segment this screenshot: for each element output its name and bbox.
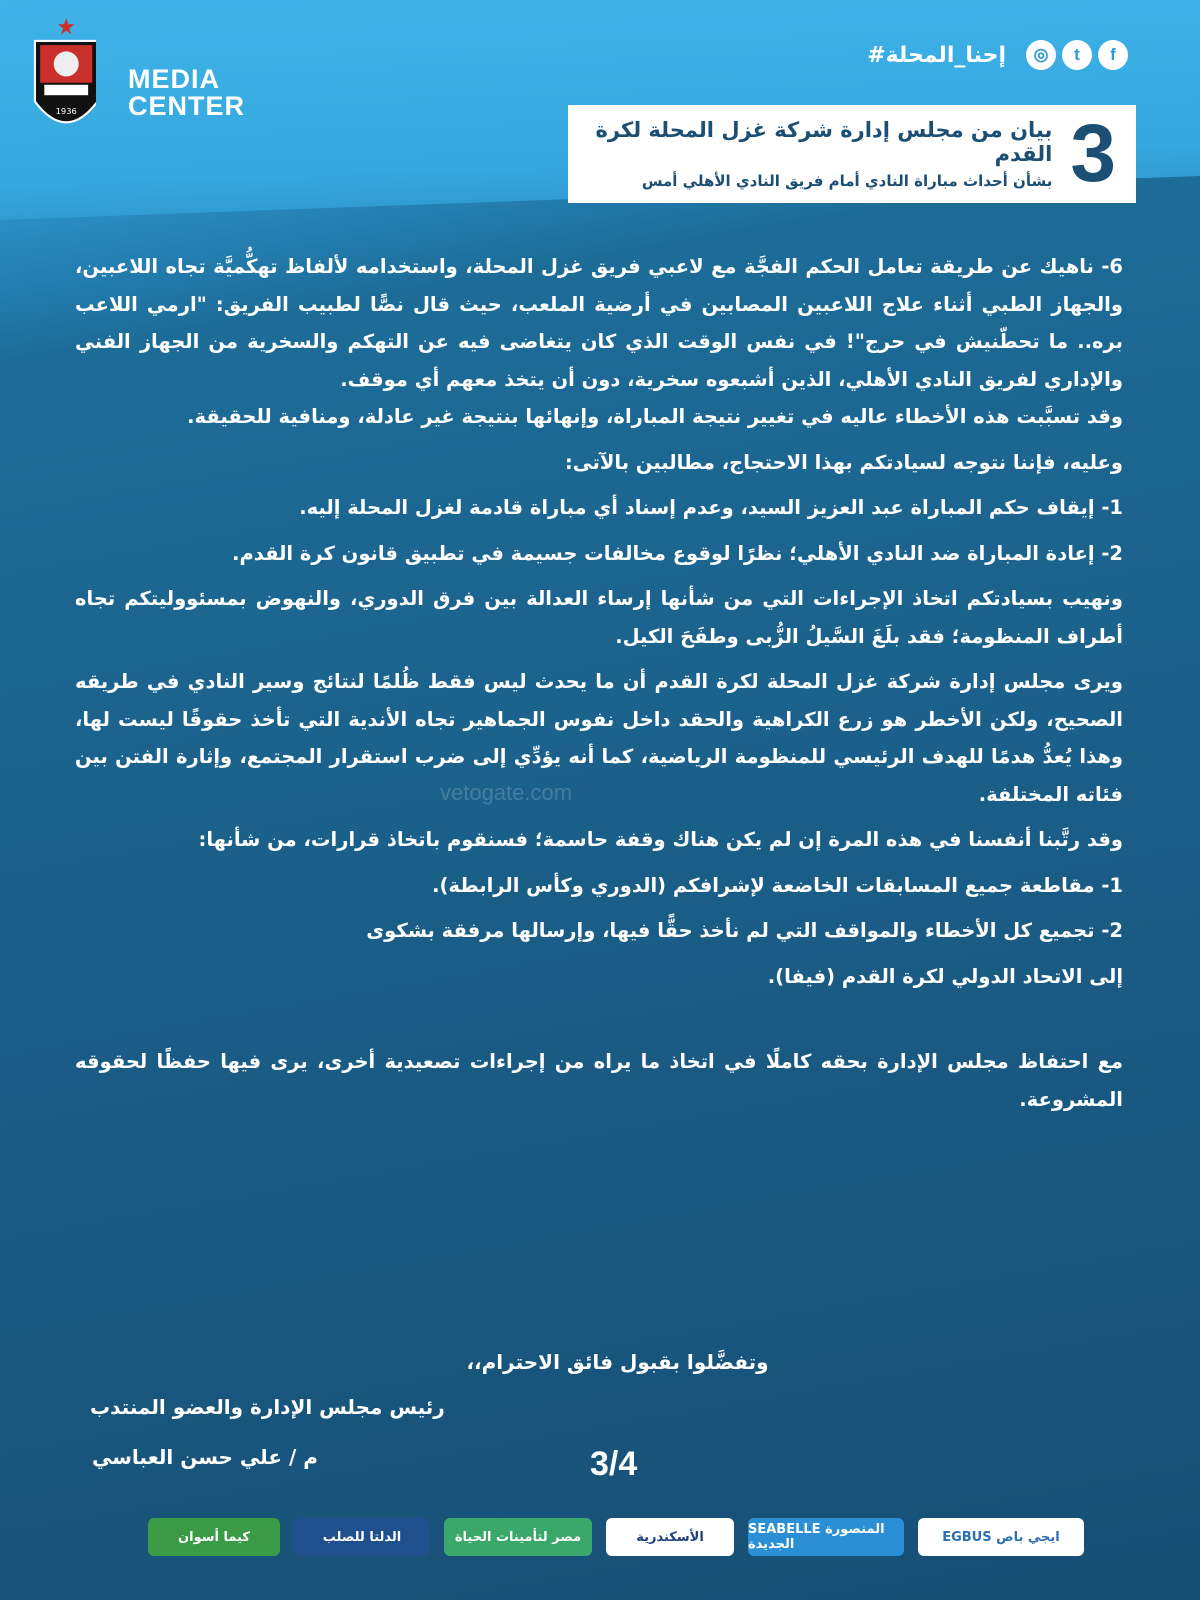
signature-name: م / علي حسن العباسي bbox=[92, 1445, 318, 1469]
list-item: 2- تجميع كل الأخطاء والمواقف التي لم نأخذ حقًّا فيها، وإرسالها مرفقة بشكوى bbox=[366, 919, 1123, 942]
page-indicator: 3/4 bbox=[590, 1445, 638, 1483]
sponsor-seabelle: SEABELLE المنصورة الجديدة bbox=[748, 1518, 904, 1556]
club-logo bbox=[26, 18, 96, 138]
paragraph: ويرى مجلس إدارة شركة غزل المحلة لكرة القدم أن ما يحدث ليس فقط ظُلمًا لنتائج وسير النادي في طريقه الصحيح، ولكن الأخطر هو زرع الكراهية والحقد داخل نفوس الجماهير تجاه الأندية التي تأخذ حقوقًا ليست لها، وهذا يُعدُّ هدمًا للهدف الرئيسي للمنظومة الرياضية، كما أنه يؤدِّي إلى ضرب استقرار المجتمع، وإثارة الفتن بين فئاته المختلفة. bbox=[75, 670, 1123, 806]
sponsors-bar bbox=[148, 1518, 1084, 1556]
page-number-badge: 3 bbox=[1070, 108, 1116, 199]
brand-line-1: MEDIA bbox=[128, 64, 220, 94]
social-bar bbox=[867, 40, 1128, 70]
hashtag: #إحنا_المحلة bbox=[867, 42, 1006, 68]
sponsor-egbus: EGBUS ايجي باص bbox=[918, 1518, 1084, 1556]
list-item: 2- إعادة المباراة ضد النادي الأهلي؛ نظرًا لوقوع مخالفات جسيمة في تطبيق قانون كرة القدم. bbox=[232, 541, 1123, 565]
sponsor-delta-steel: الدلتا للصلب bbox=[294, 1518, 430, 1556]
closing-line: وتفضَّلوا بقبول فائق الاحترام،، bbox=[466, 1350, 769, 1374]
title-line-2: بشأن أحداث مباراة النادي أمام فريق النادي الأهلي أمس bbox=[641, 172, 1053, 190]
watermark: vetogate.com bbox=[440, 780, 573, 805]
media-center-brand bbox=[128, 66, 245, 120]
title-line-1: بيان من مجلس إدارة شركة غزل المحلة لكرة القدم bbox=[595, 118, 1053, 166]
twitter-icon[interactable]: t bbox=[1062, 40, 1092, 70]
paragraph: وقد تسبَّبت هذه الأخطاء عاليه في تغيير نتيجة المباراة، وإنهائها بنتيجة غير عادلة، ومنافية للحقيقة. bbox=[187, 405, 1123, 428]
paragraph: وقد رتَّبنا أنفسنا في هذه المرة إن لم يكن هناك وقفة حاسمة؛ فسنقوم باتخاذ قرارات، من شأنها: bbox=[198, 828, 1123, 851]
sponsor-alexandria: الأسكندرية bbox=[606, 1518, 734, 1556]
instagram-icon[interactable]: ◎ bbox=[1026, 40, 1056, 70]
paragraph: 6- ناهيك عن طريقة تعامل الحكم الفجَّة مع لاعبي فريق غزل المحلة، واستخدامه لألفاظ تهكُّميَّة تجاه اللاعبين، والجهاز الطبي أثناء علاج اللاعبين المصابين في أرضية الملعب، حيث قال نصًّا لطبيب الفريق: "ارمي اللاعب بره.. ما تحطّنيش في حرج"! في نفس الوقت الذي كان يتغاضى فيه عن التهكم والسخرية من الجهاز الفني والإداري لفريق النادي الأهلي، الذين أشبعوه سخرية، دون أن يتخذ معهم أي موقف. bbox=[75, 255, 1123, 391]
paragraph: مع احتفاظ مجلس الإدارة بحقه كاملًا في اتخاذ ما يراه من إجراءات تصعيدية أخرى، يرى فيها حفظًا لحقوقه المشروعة. bbox=[75, 1050, 1123, 1111]
statement-body bbox=[75, 248, 1123, 1118]
facebook-icon[interactable]: f bbox=[1098, 40, 1128, 70]
paragraph: ونهيب بسيادتكم اتخاذ الإجراءات التي من شأنها إرساء العدالة بين فرق الدوري، والنهوض بمسئووليتكم تجاه أطراف المنظومة؛ فقد بلَغَ السَّيلُ الزُّبى وطفَحَ الكيل. bbox=[75, 587, 1123, 648]
paragraph: وعليه، فإننا نتوجه لسيادتكم بهذا الاحتجاج، مطالبين بالآتى: bbox=[565, 450, 1123, 474]
list-item: إلى الاتحاد الدولي لكرة القدم (فيفا). bbox=[767, 964, 1123, 988]
signature-role: رئيس مجلس الإدارة والعضو المنتدب bbox=[90, 1395, 445, 1419]
sponsor-misr-life: مصر لتأمينات الحياة bbox=[444, 1518, 592, 1556]
list-item: 1- مقاطعة جميع المسابقات الخاضعة لإشرافكم (الدوري وكأس الرابطة). bbox=[432, 873, 1123, 897]
brand-line-2: CENTER bbox=[128, 91, 246, 121]
list-item: 1- إيقاف حكم المباراة عبد العزيز السيد، وعدم إسناد أي مباراة قادمة لغزل المحلة إليه. bbox=[299, 496, 1123, 519]
sponsor-kima: كيما أسوان bbox=[148, 1518, 280, 1556]
title-box bbox=[568, 105, 1136, 203]
svg-text:1936: 1936 bbox=[55, 105, 77, 116]
